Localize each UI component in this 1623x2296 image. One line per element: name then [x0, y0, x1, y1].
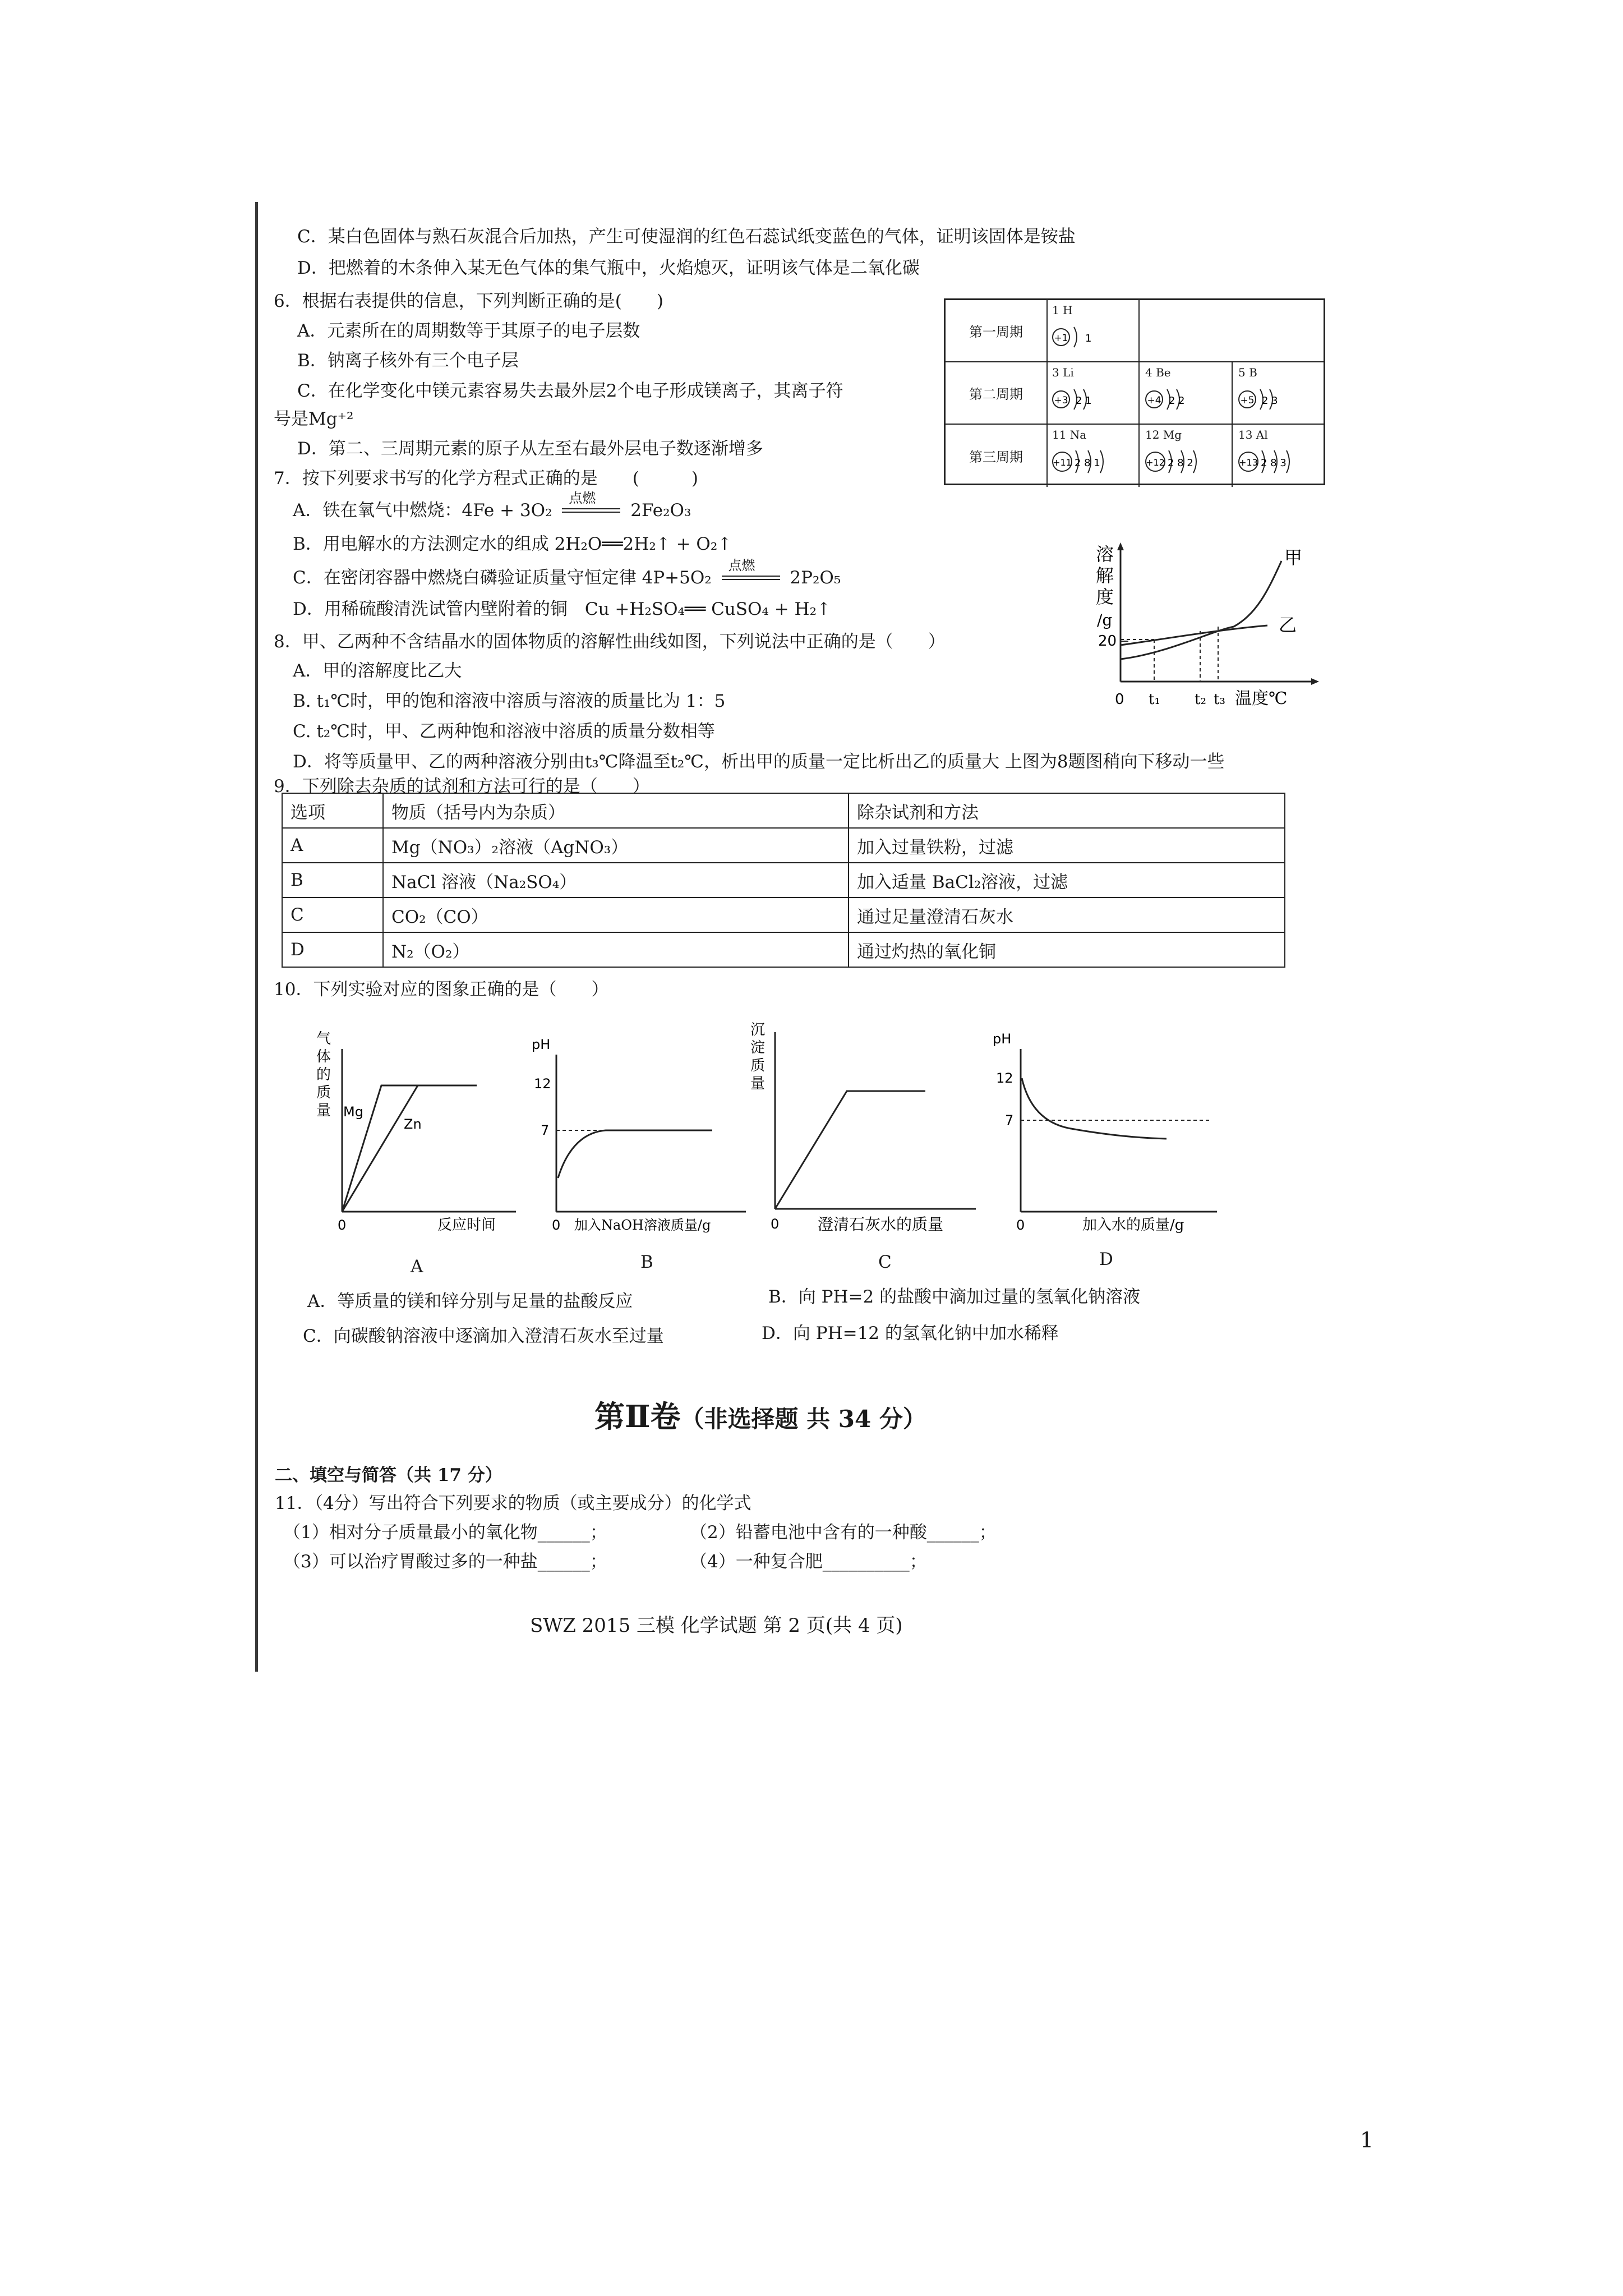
graph-xlabel: 加入水的质量/g: [1082, 1217, 1184, 1234]
x-tick-label: t₂: [1195, 691, 1206, 708]
element-label: 3 Li: [1052, 366, 1074, 379]
period-row-3: [946, 425, 1324, 487]
chart-ylabel-char: 度: [1096, 586, 1114, 608]
q7-option-b: B．用电解水的方法测定水的组成 2H₂O══2H₂↑ + O₂↑: [293, 534, 732, 554]
q10-option-c: C．向碳酸钠溶液中逐滴加入澄清石灰水至过量: [303, 1326, 664, 1346]
q10-option-d: D．向 PH=12 的氢氧化钠中加水稀释: [762, 1323, 1059, 1343]
graph-letter: B: [640, 1252, 653, 1272]
table-row: [282, 898, 1285, 932]
table-cell: A: [282, 828, 383, 863]
y-tick-label: 7: [541, 1122, 550, 1138]
y-axis-arrow-icon: [1117, 542, 1124, 550]
q7-option-a: [293, 490, 691, 522]
header-cell: 选项: [282, 793, 383, 828]
q5-option-d: D．把燃着的木条伸入某无色气体的集气瓶中，火焰熄灭，证明该气体是二氧化碳: [297, 258, 920, 278]
q9-table: [282, 793, 1285, 968]
nucleus-charge: +1: [1054, 333, 1068, 344]
chart-origin: 0: [1115, 691, 1124, 708]
q10-option-a: A．等质量的镁和锌分别与足量的盐酸反应: [307, 1291, 633, 1312]
graph-c: [746, 1015, 981, 1240]
shell-electrons: 1: [1085, 333, 1092, 344]
period-row-1: [946, 300, 1324, 362]
nucleus-charge: +11: [1053, 457, 1072, 468]
q8-option-d: D．将等质量甲、乙的两种溶液分别由t₃℃降温至t₂℃，析出甲的质量一定比析出乙的质量大 上图为8题图稍向下移动一些: [293, 752, 1225, 772]
graph-xlabel: 反应时间: [437, 1217, 496, 1234]
q9-stem: 9．下列除去杂质的试剂和方法可行的是（ ）: [274, 776, 650, 797]
graph-ylabel: pH: [532, 1037, 551, 1052]
q7-c-product: 2P₂O₅: [790, 568, 841, 588]
shell-electrons: 2 8 3: [1261, 457, 1287, 469]
y-tick-label: 12: [996, 1070, 1013, 1086]
shell-electrons: 2 2: [1169, 395, 1185, 407]
scan-margin-bar: [255, 202, 258, 1672]
table-cell: CO₂（CO）: [383, 898, 849, 932]
q6-stem: 6．根据右表提供的信息，下列判断正确的是( ): [274, 291, 663, 311]
nucleus-charge: +12: [1146, 457, 1165, 468]
table-cell: C: [282, 898, 383, 932]
shell-electrons: 2 8 1: [1075, 457, 1100, 469]
y-tick-label: 12: [534, 1076, 551, 1092]
precipitate-line: [775, 1091, 925, 1209]
nucleus-charge: +5: [1240, 395, 1255, 406]
table-row: [282, 828, 1285, 863]
q6-option-b: B．钠离子核外有三个电子层: [297, 351, 519, 371]
nucleus-charge: +3: [1054, 395, 1068, 406]
q5-option-c: C．某白色固体与熟石灰混合后加热，产生可使湿润的红色石蕊试纸变蓝色的气体，证明该固体是铵盐: [297, 227, 1076, 247]
atom-structure-icon: [1049, 446, 1138, 480]
curve-label-yi: 乙: [1279, 614, 1297, 636]
graph-letter: A: [411, 1257, 423, 1277]
table-row: [282, 932, 1285, 967]
nucleus-charge: +13: [1239, 457, 1258, 468]
q6-option-c: C．在化学变化中镁元素容易失去最外层2个电子形成镁离子，其离子符: [297, 381, 843, 401]
q8-option-b: B. t₁℃时，甲的饱和溶液中溶质与溶液的质量比为 1：5: [293, 691, 726, 711]
curve-yi: [1121, 625, 1267, 645]
table-header-row: [282, 793, 1285, 828]
atom-structure-icon: [1049, 384, 1133, 417]
ph-curve: [558, 1130, 712, 1178]
atom-structure-icon: [1235, 384, 1319, 417]
shell-electrons: 2 1: [1076, 395, 1092, 407]
q10-option-b: B．向 PH=2 的盐酸中滴加过量的氢氧化钠溶液: [768, 1287, 1141, 1307]
q8-stem: 8．甲、乙两种不含结晶水的固体物质的溶解性曲线如图，下列说法中正确的是（ ）: [274, 632, 946, 652]
section-heading: 二、填空与简答（共 17 分）: [275, 1465, 502, 1485]
graph-ylabel-char: 的: [316, 1066, 331, 1083]
reaction-arrow: [717, 558, 785, 589]
q7-option-c: [293, 558, 841, 589]
chart-ylabel-char: /g: [1097, 611, 1113, 629]
element-cell-li: [1046, 362, 1140, 424]
q10-stem: 10．下列实验对应的图象正确的是（ ）: [274, 979, 609, 1000]
table-cell: D: [282, 932, 383, 967]
y-tick-label: 7: [1005, 1112, 1014, 1128]
table-cell: 通过足量澄清石灰水: [849, 898, 1285, 932]
line-label-zn: Zn: [404, 1116, 422, 1132]
table-row: [282, 863, 1285, 898]
element-cell-na: [1046, 425, 1140, 487]
period-label: 第一周期: [946, 300, 1048, 361]
part2-title: [594, 1397, 926, 1444]
graph-b: [527, 1027, 751, 1240]
shell-electrons: 2 3: [1262, 395, 1278, 407]
graph-letter: C: [878, 1252, 892, 1272]
atom-structure-icon: [1049, 321, 1133, 355]
q11-item-2: （2）铅蓄电池中含有的一种酸______；: [690, 1522, 997, 1543]
period-row-2: [946, 362, 1324, 425]
atom-structure-icon: [1235, 446, 1325, 480]
table-cell: 加入适量 BaCl₂溶液，过滤: [849, 863, 1285, 898]
period-label: 第二周期: [946, 362, 1048, 424]
reaction-arrow: [557, 490, 625, 522]
element-cell-h: [1046, 300, 1140, 361]
q7-option-d: D．用稀硫酸清洗试管内壁附着的铜 Cu +H₂SO₄══ CuSO₄ + H₂↑: [293, 599, 831, 619]
line-label-mg: Mg: [343, 1104, 363, 1120]
curve-label-jia: 甲: [1284, 547, 1303, 568]
page-number: 1: [1360, 2128, 1374, 2152]
graph-ylabel-char: 沉: [750, 1022, 766, 1038]
period-label: 第三周期: [946, 425, 1048, 487]
x-tick-label: t₁: [1149, 691, 1160, 708]
graph-ylabel-char: 量: [750, 1075, 766, 1092]
periodic-table: [944, 298, 1325, 485]
q11-item-4: （4）一种复合肥__________；: [690, 1552, 927, 1572]
element-cell-b: [1233, 362, 1326, 424]
graph-xlabel: 加入NaOH溶液质量/g: [574, 1217, 711, 1233]
graph-a: [308, 1027, 522, 1240]
graph-letter: D: [1099, 1249, 1113, 1269]
element-label: 4 Be: [1145, 366, 1171, 379]
chart-ylabel-char: 解: [1096, 565, 1114, 586]
page-footer: SWZ 2015 三模 化学试题 第 2 页(共 4 页): [530, 1614, 903, 1637]
graph-origin: 0: [338, 1217, 347, 1233]
graph-d: [987, 1027, 1223, 1240]
curve-jia: [1121, 561, 1281, 659]
graph-origin: 0: [1016, 1217, 1025, 1233]
table-cell: Mg（NO₃）₂溶液（AgNO₃）: [383, 828, 849, 863]
chart-xlabel: 温度℃: [1235, 689, 1288, 708]
element-cell-be: [1140, 362, 1233, 424]
q6-option-c-cont: 号是Mg⁺²: [274, 409, 354, 429]
q11-item-1: （1）相对分子质量最小的氧化物______；: [283, 1522, 607, 1543]
q11-item-3: （3）可以治疗胃酸过多的一种盐______；: [283, 1552, 607, 1572]
y-tick-label: 20: [1098, 633, 1117, 650]
element-cell-al: [1233, 425, 1326, 487]
x-tick-label: t₃: [1214, 691, 1225, 708]
atom-structure-icon: [1142, 384, 1226, 417]
element-cell-mg: [1140, 425, 1233, 487]
table-cell: NaCl 溶液（Na₂SO₄）: [383, 863, 849, 898]
q8-option-a: A．甲的溶解度比乙大: [293, 661, 462, 681]
element-label: 12 Mg: [1145, 428, 1182, 441]
solubility-chart: [1088, 541, 1324, 726]
graph-ylabel-char: 量: [316, 1102, 331, 1119]
atom-structure-icon: [1142, 446, 1232, 480]
graph-ylabel-char: 淀: [750, 1039, 766, 1056]
q6-option-d: D．第二、三周期元素的原子从左至右最外层电子数逐渐增多: [297, 439, 763, 459]
graph-ylabel: pH: [993, 1031, 1012, 1047]
q11-stem: 11．（4分）写出符合下列要求的物质（或主要成分）的化学式: [275, 1493, 751, 1513]
table-cell: N₂（O₂）: [383, 932, 849, 967]
graph-ylabel-char: 气: [316, 1030, 331, 1047]
q7-a-reactants: A．铁在氧气中燃烧：4Fe + 3O₂: [293, 500, 552, 521]
table-cell: 通过灼热的氧化铜: [849, 932, 1285, 967]
reaction-condition: 点燃: [569, 490, 596, 506]
part2-title-main: 第Ⅱ卷: [594, 1398, 681, 1434]
x-axis-arrow-icon: [1311, 678, 1319, 685]
graph-origin: 0: [552, 1217, 561, 1233]
reaction-condition: 点燃: [728, 558, 755, 573]
ph-curve: [1022, 1078, 1166, 1139]
graph-ylabel-char: 体: [316, 1048, 331, 1065]
element-label: 11 Na: [1052, 428, 1087, 441]
graph-ylabel-char: 质: [316, 1084, 331, 1101]
shell-electrons: 2 8 2: [1168, 457, 1193, 469]
graph-origin: 0: [771, 1216, 780, 1232]
header-cell: 物质（括号内为杂质）: [383, 793, 849, 828]
element-label: 5 B: [1238, 366, 1257, 379]
q7-a-product: 2Fe₂O₃: [630, 500, 691, 521]
element-label: 1 H: [1052, 303, 1073, 317]
q6-option-a: A．元素所在的周期数等于其原子的电子层数: [297, 321, 640, 341]
nucleus-charge: +4: [1147, 395, 1161, 406]
q7-c-reactants: C．在密闭容器中燃烧白磷验证质量守恒定律 4P+5O₂: [293, 568, 712, 588]
chart-ylabel-char: 溶: [1096, 544, 1114, 565]
q7-stem: 7．按下列要求书写的化学方程式正确的是 ( ): [274, 468, 698, 489]
element-label: 13 Al: [1238, 428, 1268, 441]
graph-ylabel-char: 质: [750, 1057, 766, 1074]
header-cell: 除杂试剂和方法: [849, 793, 1285, 828]
q8-option-c: C. t₂℃时，甲、乙两种饱和溶液中溶质的质量分数相等: [293, 721, 715, 742]
table-cell: B: [282, 863, 383, 898]
table-cell: 加入过量铁粉，过滤: [849, 828, 1285, 863]
part2-title-sub: （非选择题 共 34 分）: [680, 1405, 926, 1433]
graph-xlabel: 澄清石灰水的质量: [818, 1215, 944, 1234]
